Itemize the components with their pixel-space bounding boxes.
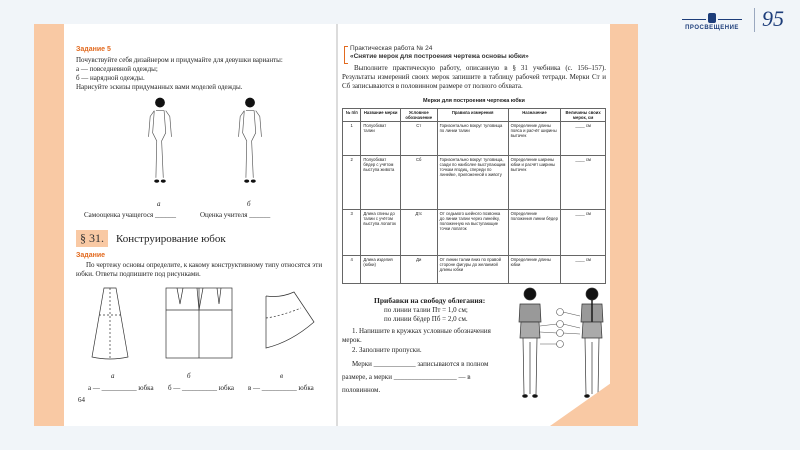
measurement-circles (540, 309, 580, 348)
draft-label-b: б (187, 372, 191, 380)
cell-purpose: Определение ширины юбки и расчёт ширины вытачек (508, 156, 561, 210)
cell-symbol: Дтс (400, 210, 437, 256)
task5-line-1: Почувствуйте себя дизайнером и придумайте для девушки варианты: (76, 56, 283, 64)
front-figure (519, 288, 541, 398)
draft-c (266, 292, 314, 348)
draft-b (166, 288, 232, 358)
section-title: Конструирование юбок (116, 232, 226, 245)
cell-value-input[interactable]: ____ см (561, 122, 606, 156)
answer-b[interactable]: б — __________ юбка (168, 384, 235, 392)
cell-symbol: Сб (400, 156, 437, 210)
cell-purpose: Определение положения линии бёдер (508, 210, 561, 256)
cell-number: 3 (343, 210, 361, 256)
table-row (343, 122, 606, 156)
task5-title: Задание 5 (76, 46, 111, 53)
left-page (64, 24, 336, 426)
draft-label-a: а (111, 372, 115, 380)
practical-subtitle: «Снятие мерок для построения чертежа основы юбки» (350, 53, 529, 60)
anniversary-mark: 95 (762, 6, 784, 31)
instruction-2: 2. Заполните пропуски. (352, 346, 422, 354)
teacher-assessment: Оценка учителя ______ (200, 211, 271, 219)
fashion-figure-b (230, 96, 270, 186)
section-heading (76, 230, 226, 247)
task5-line-4: Нарисуйте эскизы придуманных вами моделей одежды. (76, 83, 243, 91)
table-header-row (343, 109, 606, 122)
col-purpose: Назначение (508, 109, 561, 122)
fill-in-sentence[interactable]: Мерки ____________ записываются в полном размере, а мерки __________________ — в половинном. (342, 360, 489, 394)
col-name: Название мерки (361, 109, 400, 122)
fashion-figure-a (140, 96, 180, 186)
col-values: Величины своих мерок, см (561, 109, 606, 122)
measure-circle-1 (557, 309, 564, 316)
publisher-logo (672, 8, 792, 34)
cell-name: Длина спины до талии с учётом выступа лопаток (361, 210, 400, 256)
task-title: Задание (76, 252, 106, 259)
cell-symbol: Ст (400, 122, 437, 156)
measurement-figures (514, 286, 610, 402)
answer-a[interactable]: а — __________ юбка (88, 384, 154, 392)
cell-rules: От седьмого шейного позвонка до линии талии через линейку, положенную на выступающие точки лопаток (437, 210, 508, 256)
draft-label-c: в (280, 372, 284, 380)
cell-rules: От линии талии вниз по правой стороне фигуры до желаемой длины юбки (437, 256, 508, 284)
measure-circle-2 (557, 321, 564, 328)
right-decorative-margin (610, 24, 638, 426)
draft-a (92, 288, 128, 359)
task-text: По чертежу основы определите, к какому конструктивному типу относятся эти юбки. Ответы подпишите под рисунками. (76, 261, 323, 278)
figure-label-a: а (157, 200, 161, 208)
table-row (343, 156, 606, 210)
logo-divider (754, 8, 755, 32)
cell-symbol: Ди (400, 256, 437, 284)
back-figure (581, 288, 603, 398)
task5-line-2: а — повседневной одежды; (76, 65, 158, 73)
cell-name: Полуобхват бёдер с учётом выступа живота (361, 156, 400, 210)
cell-value-input[interactable]: ____ см (561, 256, 606, 284)
textbook-spread (34, 24, 610, 426)
allowance-hips: по линии бёдер Пб = 2,0 см. (384, 315, 468, 323)
logo-emblem-icon (708, 13, 716, 23)
cell-number: 1 (343, 122, 361, 156)
practical-bracket (344, 46, 348, 64)
cell-purpose: Определение длины юбки (508, 256, 561, 284)
practical-intro: Выполните практическую работу, описанную в § 31 учебника (с. 156–157). Результаты измерений своих мерок запишите в таблицу рабочей тетради. Мерки Ст и Сб записываются в половинном размере от полного обхвата. (342, 64, 606, 90)
left-decorative-margin (34, 24, 64, 426)
cell-rules: Горизонтально вокруг туловища по линии талии (437, 122, 508, 156)
table-row (343, 210, 606, 256)
measure-circle-3 (557, 330, 564, 337)
figure-label-b: б (247, 200, 251, 208)
col-number: № п/п (343, 109, 361, 122)
answer-c[interactable]: в — __________ юбка (248, 384, 314, 392)
measure-circle-4 (557, 341, 564, 348)
allowances-title: Прибавки на свободу облегания: (374, 296, 486, 305)
col-symbol: Условное обозначение (400, 109, 437, 122)
practical-title: Практическая работа № 24 (350, 45, 433, 52)
cell-name: Длина изделия (юбки) (361, 256, 400, 284)
self-assessment[interactable]: Самооценка учащегося ______ (84, 211, 177, 219)
right-page (338, 24, 610, 426)
cell-value-input[interactable]: ____ см (561, 210, 606, 256)
cell-value-input[interactable]: ____ см (561, 156, 606, 210)
cell-name: Полуобхват талии (361, 122, 400, 156)
table-row (343, 256, 606, 284)
cell-purpose: Определение длины пояса и расчёт ширины вытачек (508, 122, 561, 156)
cell-number: 2 (343, 156, 361, 210)
page-number-left: 64 (78, 396, 85, 404)
col-rules: Правила измерения (437, 109, 508, 122)
task5-line-3: б — нарядной одежды. (76, 74, 145, 82)
measurements-table (342, 108, 606, 284)
allowance-waist: по линии талии Пт = 1,0 см; (384, 306, 468, 314)
instruction-1: 1. Напишите в кружках условные обозначения мерок. (342, 327, 491, 344)
brand-name: ПРОСВЕЩЕНИЕ (685, 25, 739, 31)
cell-number: 4 (343, 256, 361, 284)
cell-rules: Горизонтально вокруг туловища, сзади по наиболее выступающим точкам ягодиц, спереди по линейке, приложенной к животу (437, 156, 508, 210)
skirt-drafts (76, 282, 326, 372)
table-caption: Мерки для построения чертежа юбки (423, 98, 525, 104)
section-number: § 31. (76, 230, 108, 247)
